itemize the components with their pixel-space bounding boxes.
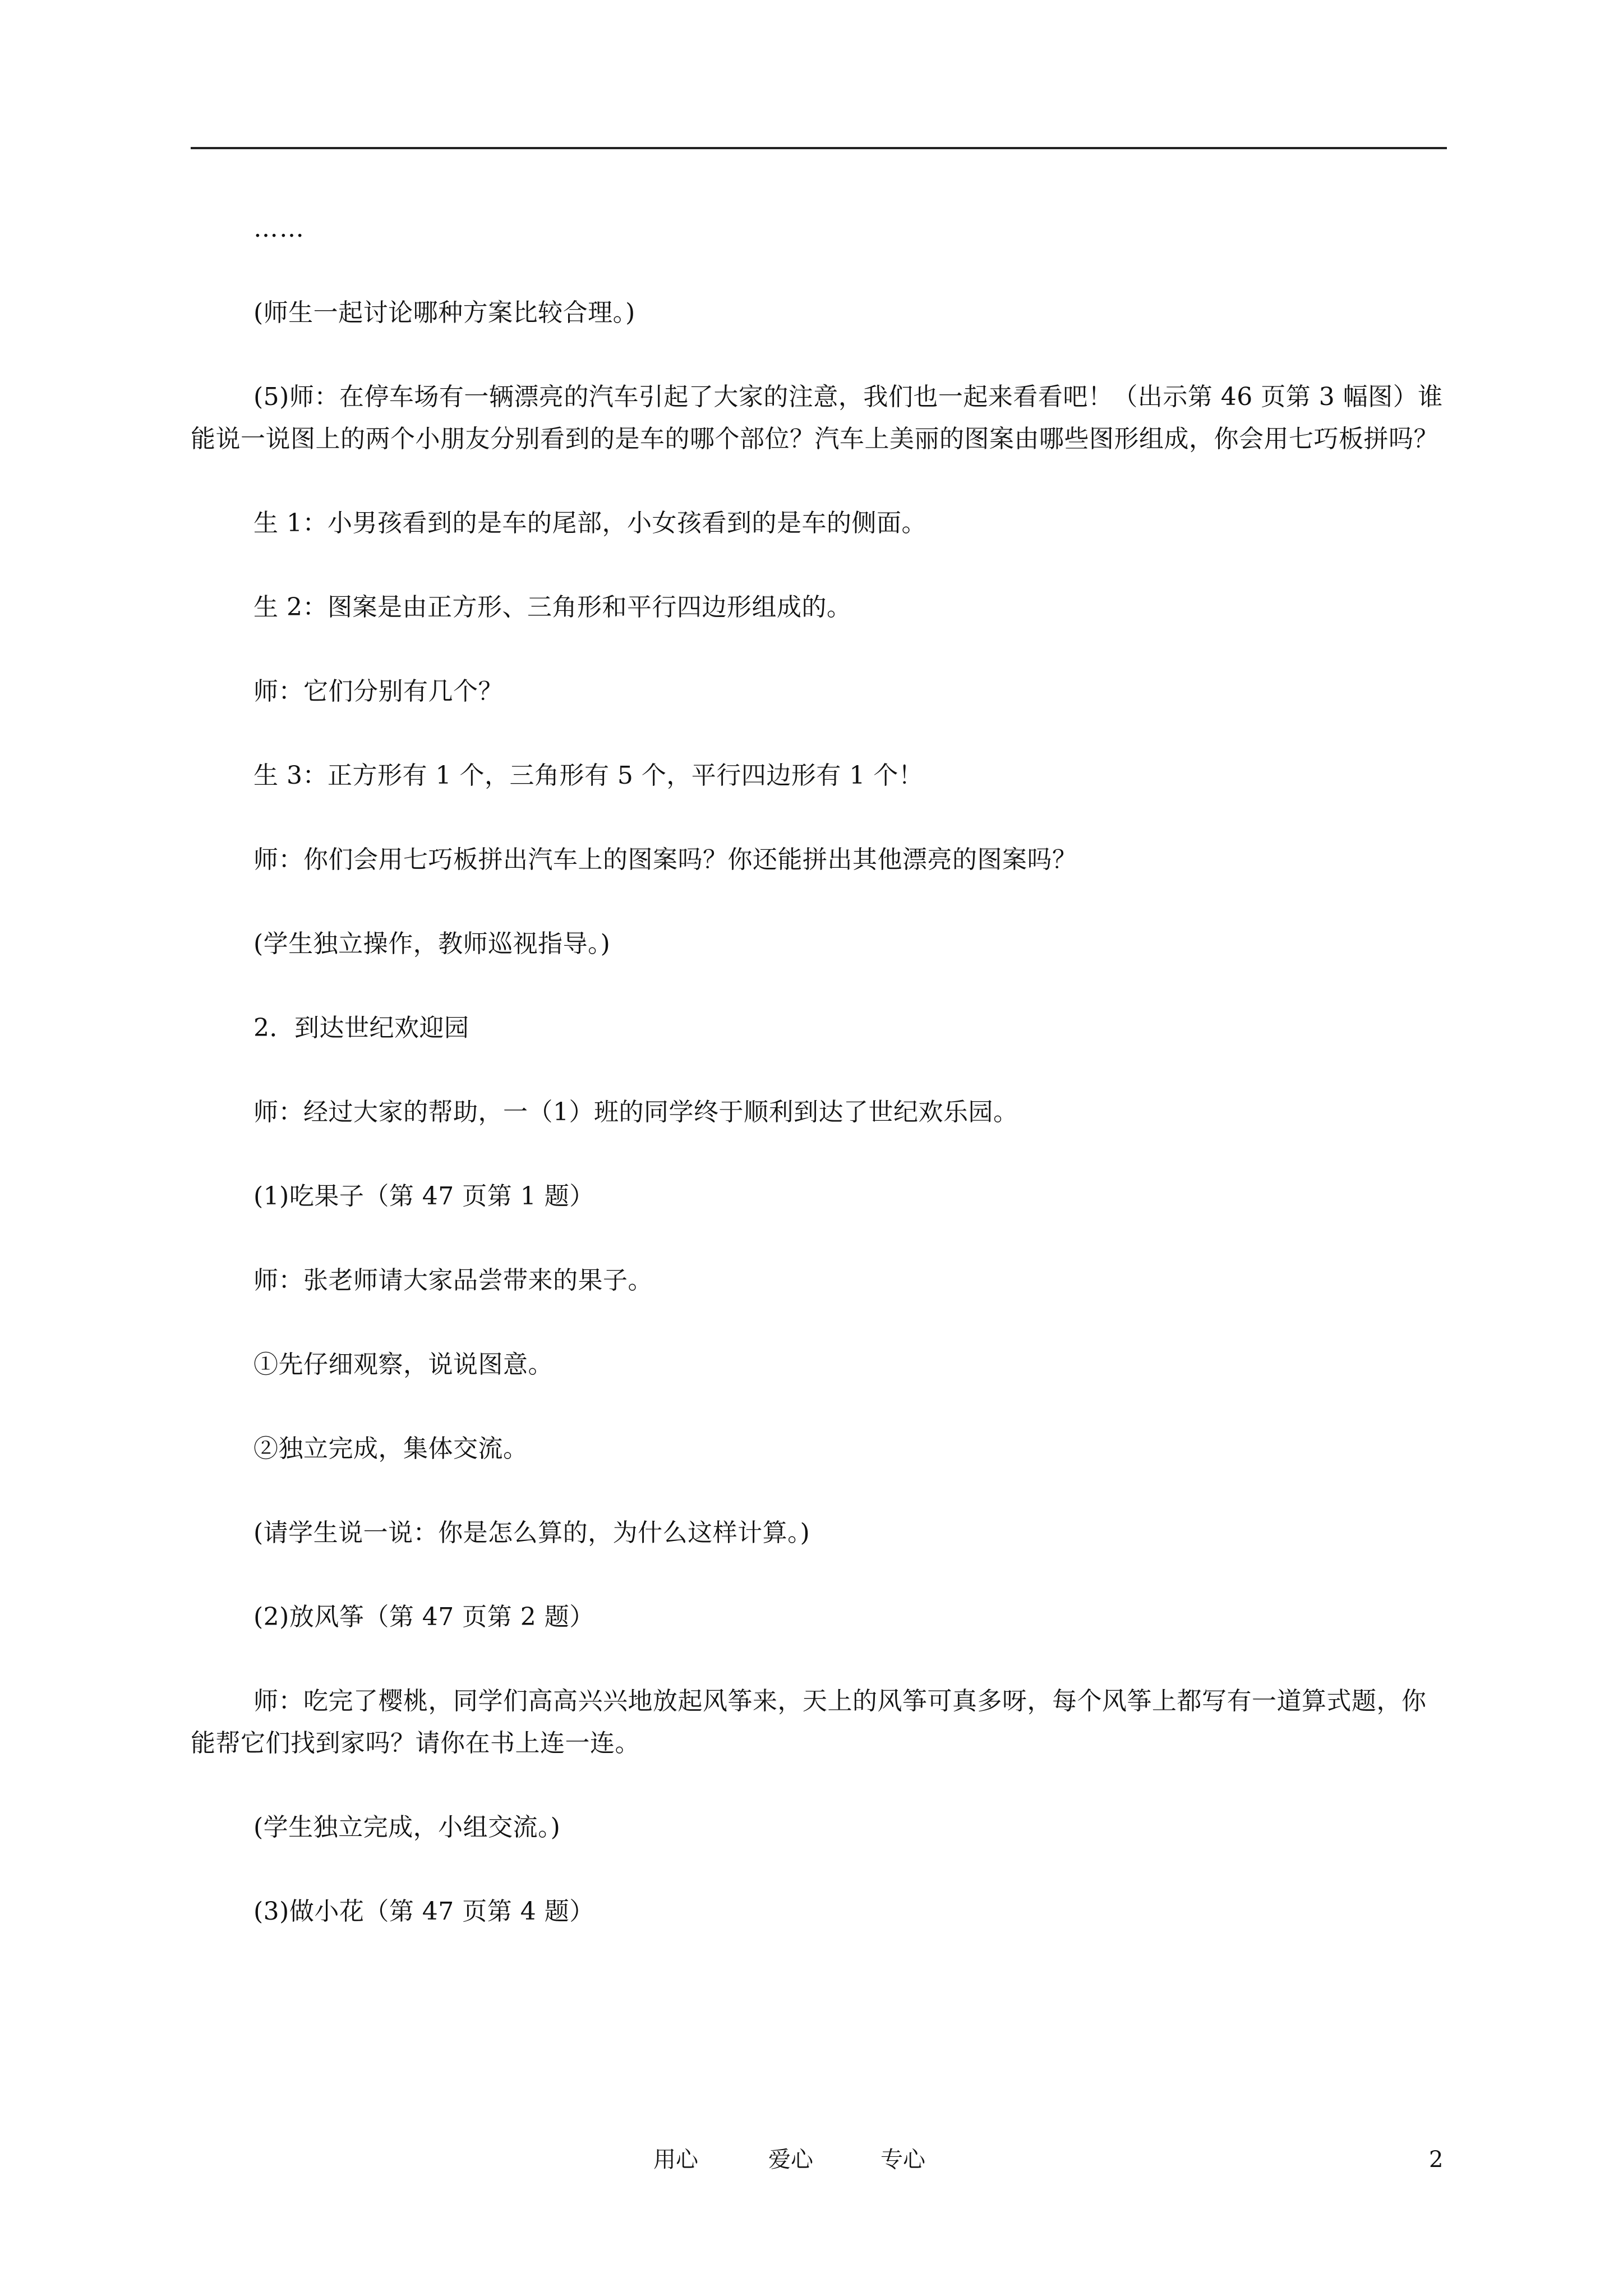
page-number: 2 xyxy=(1429,2147,1444,2173)
paragraph: 师：张老师请大家品尝带来的果子。 xyxy=(253,1266,653,1295)
subsection-heading: (2)放风筝（第 47 页第 2 题） xyxy=(253,1603,594,1631)
subsection-heading: (3)做小花（第 47 页第 4 题） xyxy=(253,1897,594,1926)
paragraph: 师：它们分别有几个？ xyxy=(253,677,503,706)
paragraph: (学生独立完成，小组交流。) xyxy=(253,1813,561,1842)
paragraph: 师：你们会用七巧板拼出汽车上的图案吗？你还能拼出其他漂亮的图案吗？ xyxy=(253,845,1077,874)
paragraph: 生 2：图案是由正方形、三角形和平行四边形组成的。 xyxy=(253,593,852,622)
paragraph: 师：经过大家的帮助，一（1）班的同学终于顺利到达了世纪欢乐园。 xyxy=(253,1098,1018,1126)
paragraph: 师：吃完了樱桃，同学们高高兴兴地放起风筝来，天上的风筝可真多呀，每个风筝上都写有一道算式题，你能帮它们找到家吗？请你在书上连一连。 xyxy=(191,1687,1427,1757)
paragraph: (请学生说一说：你是怎么算的，为什么这样计算。) xyxy=(253,1519,810,1547)
paragraph: ②独立完成，集体交流。 xyxy=(253,1434,528,1463)
footer-motto: 爱心 xyxy=(768,2147,813,2173)
paragraph: …… xyxy=(253,214,305,243)
footer-motto: 用心 xyxy=(653,2147,698,2173)
subsection-heading: (1)吃果子（第 47 页第 1 题） xyxy=(253,1182,594,1211)
paragraph: (师生一起讨论哪种方案比较合理。) xyxy=(253,298,635,327)
paragraph: ①先仔细观察，说说图意。 xyxy=(253,1350,553,1379)
document-body xyxy=(191,208,1447,1975)
header-rule xyxy=(191,147,1447,149)
paragraph: (学生独立操作，教师巡视指导。) xyxy=(253,930,611,958)
paragraph: 生 1：小男孩看到的是车的尾部，小女孩看到的是车的侧面。 xyxy=(253,509,926,537)
page-footer xyxy=(0,2146,1623,2179)
footer-motto: 专心 xyxy=(880,2147,925,2173)
paragraph: 生 3：正方形有 1 个，三角形有 5 个，平行四边形有 1 个！ xyxy=(253,761,924,790)
section-heading: 2．到达世纪欢迎园 xyxy=(253,1014,469,1042)
paragraph: (5)师：在停车场有一辆漂亮的汽车引起了大家的注意，我们也一起来看看吧！（出示第 46 页第 3 幅图）谁能说一说图上的两个小朋友分别看到的是车的哪个部位？汽车上美丽的图案由哪些图形组成，你会用七巧板拼吗？ xyxy=(191,383,1443,453)
